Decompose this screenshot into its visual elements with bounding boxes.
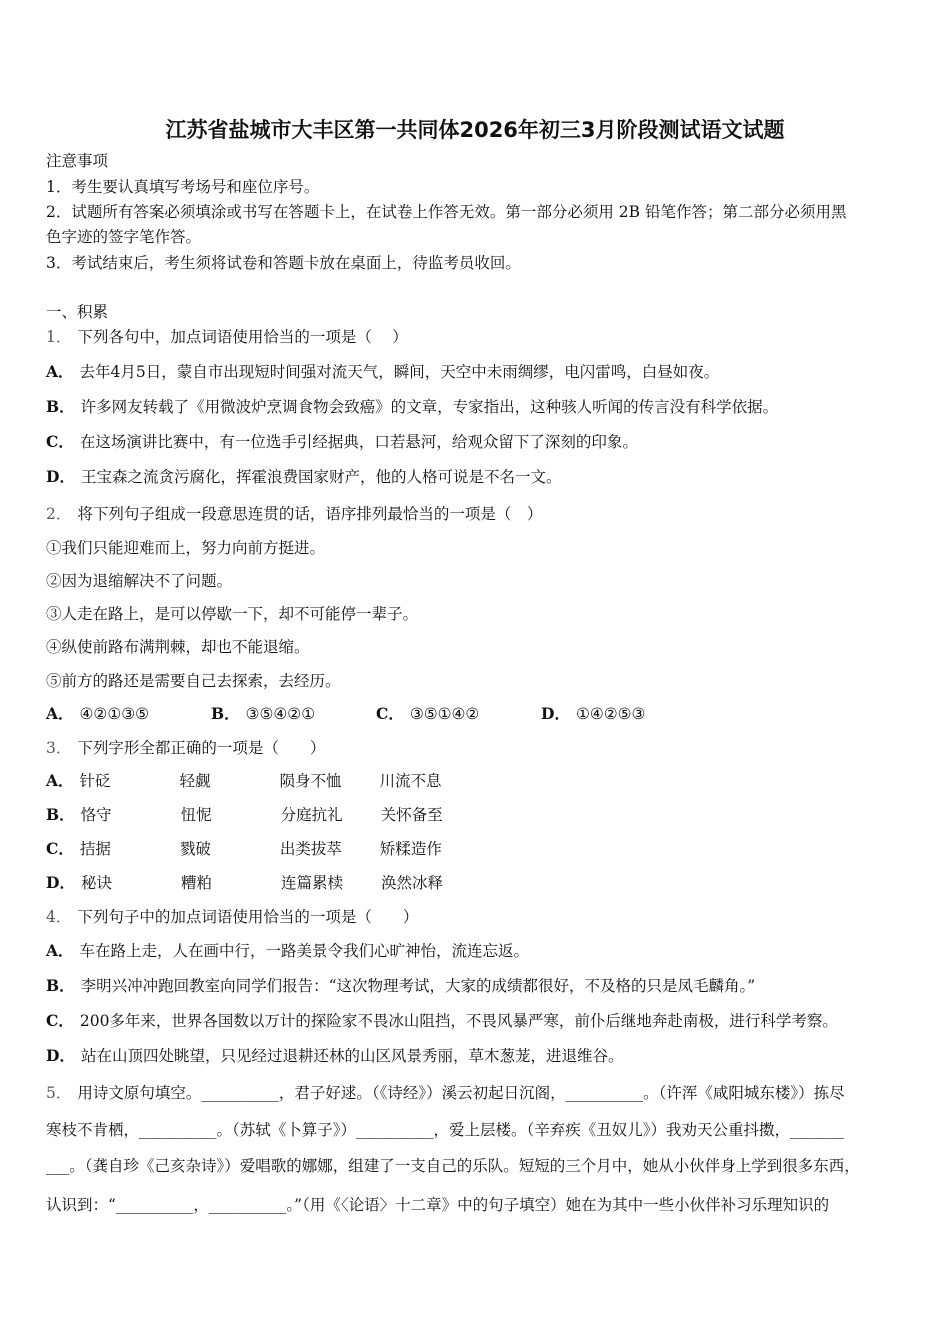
- option-text: 在这场演讲比赛中，有一位选手引经据典，口若悬河，给观众留下了深刻的印象。: [79, 433, 638, 451]
- word: 秘诀: [80, 874, 112, 892]
- question-text: 下列各句中，加点词语使用恰当的一项是（ ）: [77, 328, 408, 346]
- option-text: ③⑤①④②: [409, 705, 480, 723]
- notice-heading: 注意事项: [46, 152, 109, 170]
- word: 矫糅造作: [379, 840, 442, 858]
- page-title: 江苏省盐城市大丰区第一共同体2026年初三3月阶段测试语文试题: [165, 118, 785, 142]
- q2-sentence: ②因为退缩解决不了问题。: [46, 572, 233, 590]
- q2-option-d: [541, 704, 706, 724]
- option-text: 车在路上走，人在画中行，一路美景令我们心旷神怡，流连忘返。: [79, 942, 530, 960]
- q3-option-b: [46, 805, 481, 825]
- option-label: A．: [46, 704, 74, 723]
- q1-option-b: [46, 397, 778, 417]
- q2-option-c: [376, 704, 541, 724]
- option-label: C．: [376, 704, 404, 723]
- q4-option-d: [46, 1046, 623, 1066]
- option-label: A．: [46, 771, 74, 790]
- q4-option-b: [46, 976, 755, 996]
- q1-option-c: [46, 432, 638, 452]
- option-label: A．: [46, 362, 74, 381]
- q2-options: [46, 704, 706, 724]
- word: 恪守: [80, 806, 112, 824]
- option-label: B．: [46, 805, 75, 824]
- q2-sentence: ①我们只能迎难而上，努力向前方挺进。: [46, 539, 326, 557]
- q3-option-a: [46, 771, 480, 791]
- q2-sentence: ③人走在路上，是可以停歇一下，却不可能停一辈子。: [46, 605, 419, 623]
- q3-option-c: [46, 839, 480, 859]
- q2-option-b: [211, 704, 376, 724]
- question-5-line: ___。（龚自珍《己亥杂诗》）爱唱歌的娜娜，组建了一支自己的乐队。短短的三个月中，她从小伙伴身上学到很多东西，: [46, 1157, 860, 1175]
- q1-option-d: [46, 467, 561, 487]
- word: 戮破: [179, 840, 211, 858]
- word: 涣然冰释: [380, 874, 443, 892]
- option-text: 200多年来，世界各国数以万计的探险家不畏冰山阻挡，不畏风暴严寒，前仆后继地奔赴南极，进行科学考察。: [79, 1012, 838, 1030]
- question-text: 下列字形全都正确的一项是（ ）: [77, 739, 326, 757]
- option-text: 王宝森之流贪污腐化，挥霍浪费国家财产，他的人格可说是不名一文。: [80, 468, 562, 486]
- question-2-stem: [46, 504, 542, 524]
- option-text: 去年4月5日，蒙自市出现短时间强对流天气，瞬间，天空中未雨绸缪，电闪雷鸣，白昼如夜。: [79, 363, 720, 381]
- question-number: 4．: [46, 908, 72, 926]
- q2-option-a: [46, 704, 211, 724]
- option-label: D．: [46, 873, 75, 892]
- option-label: D．: [541, 704, 570, 723]
- question-text: 用诗文原句填空。__________，君子好逑。（《诗经》）溪云初起日沉阁，__________。（许浑《咸阳城东楼》）拣尽: [77, 1084, 845, 1102]
- word: 分庭抗礼: [280, 806, 343, 824]
- option-label: B．: [46, 397, 75, 416]
- question-4-stem: [46, 907, 418, 927]
- option-label: C．: [46, 432, 74, 451]
- word: 川流不息: [379, 772, 442, 790]
- option-text: 李明兴冲冲跑回教室向同学们报告：“这次物理考试，大家的成绩都很好，不及格的只是凤毛麟角。”: [80, 977, 756, 995]
- word: 糟粕: [180, 874, 212, 892]
- q4-option-a: [46, 941, 529, 961]
- word: 关怀备至: [380, 806, 443, 824]
- question-5-line: 寒枝不肯栖，__________。（苏轼《卜算子》）__________，爱上层楼。（辛弃疾《丑奴儿》）我劝天公重抖擞，_______: [46, 1121, 845, 1139]
- word: 出类拔萃: [279, 840, 342, 858]
- option-label: B．: [211, 704, 240, 723]
- question-5-line: 认识到：“__________，__________。”（用《〈论语〉十二章》中的句子填空）她在为其中一些小伙伴补习乐理知识的: [46, 1196, 830, 1214]
- option-label: A．: [46, 941, 74, 960]
- option-text: 许多网友转载了《用微波炉烹调食物会致癌》的文章，专家指出，这种骇人听闻的传言没有科学依据。: [80, 398, 779, 416]
- notice-item: 1．考生要认真填写考场号和座位序号。: [46, 178, 320, 196]
- question-number: 1．: [46, 328, 72, 346]
- question-number: 2．: [46, 505, 72, 523]
- option-text: ④②①③⑤: [79, 705, 150, 723]
- word: 拮据: [79, 840, 111, 858]
- option-label: D．: [46, 467, 75, 486]
- word: 陨身不恤: [279, 772, 342, 790]
- word: 轻觑: [179, 772, 211, 790]
- q3-option-d: [46, 873, 481, 893]
- option-text: 站在山顶四处眺望，只见经过退耕还林的山区风景秀丽，草木葱茏，进退维谷。: [80, 1047, 624, 1065]
- option-text: ③⑤④②①: [245, 705, 316, 723]
- q4-option-c: [46, 1011, 838, 1031]
- option-label: C．: [46, 1011, 74, 1030]
- word: 忸怩: [180, 806, 212, 824]
- question-number: 3．: [46, 739, 72, 757]
- option-label: D．: [46, 1046, 75, 1065]
- word: 针砭: [79, 772, 111, 790]
- notice-item: 色字迹的签字笔作答。: [46, 228, 202, 246]
- word: 连篇累椟: [280, 874, 343, 892]
- notice-item: 2．试题所有答案必须填涂或书写在答题卡上，在试卷上作答无效。第一部分必须用 2B 铅笔作答；第二部分必须用黑: [46, 203, 847, 221]
- q1-option-a: [46, 362, 719, 382]
- question-text: 将下列句子组成一段意思连贯的话，语序排列最恰当的一项是（ ）: [77, 505, 543, 523]
- question-3-stem: [46, 738, 325, 758]
- section-heading: 一、积累: [46, 303, 109, 321]
- question-1-stem: [46, 327, 408, 347]
- question-text: 下列句子中的加点词语使用恰当的一项是（ ）: [77, 908, 419, 926]
- option-text: ①④②⑤③: [575, 705, 646, 723]
- question-number: 5．: [46, 1084, 72, 1102]
- q2-sentence: ⑤前方的路还是需要自己去探索，去经历。: [46, 672, 341, 690]
- option-label: C．: [46, 839, 74, 858]
- q2-sentence: ④纵使前路布满荆棘，却也不能退缩。: [46, 638, 310, 656]
- question-5-line: [46, 1083, 845, 1103]
- notice-item: 3．考试结束后，考生须将试卷和答题卡放在桌面上，待监考员收回。: [46, 254, 521, 272]
- option-label: B．: [46, 976, 75, 995]
